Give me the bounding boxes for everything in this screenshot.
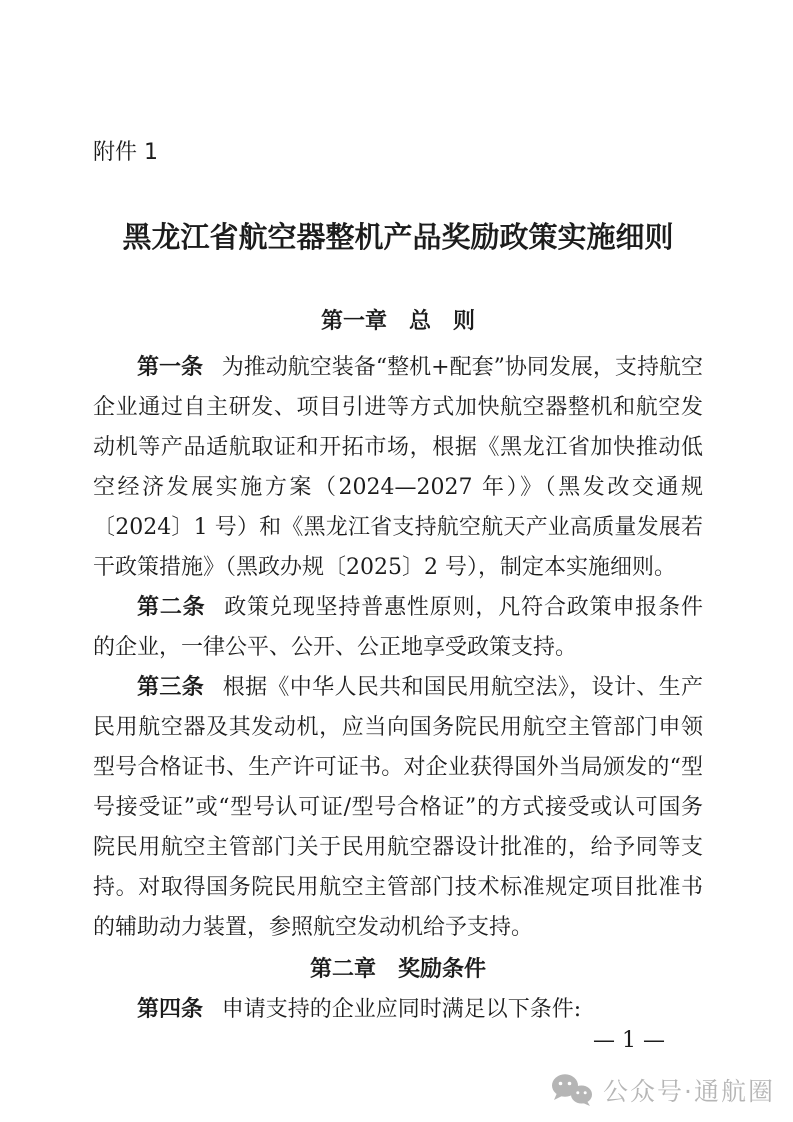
article-paragraph (93, 348, 703, 588)
footer-watermark (550, 1072, 775, 1108)
article-label: 第二条 (137, 595, 206, 620)
chapter-heading: 第一章 总 则 (320, 309, 475, 334)
chapter-heading: 第二章 奖励条件 (309, 957, 486, 982)
page-number: — 1 — (593, 1028, 665, 1053)
article-paragraph (93, 668, 703, 948)
article-label: 第四条 (137, 997, 204, 1022)
article-paragraph (93, 588, 703, 668)
article-text: 根据《中华人民共和国民用航空法》，设计、生产民用航空器及其发动机，应当向国务院民用航空主管部门申领型号合格证书、生产许可证书。对企业获得国外当局颁发的“型号接受证”或“型号认可证/型号合格证”的方式接受或认可国务院民用航空主管部门关于民用航空器设计批准的，给予同等支持。对取得国务院民用航空主管部门技术标准规定项目批准书的辅助动力装置，参照航空发动机给予支持。 (93, 675, 703, 940)
article-text: 申请支持的企业应同时满足以下条件: (221, 997, 582, 1022)
document-content (0, 140, 793, 1030)
attachment-label: 附件 1 (93, 140, 158, 165)
article-text: 政策兑现坚持普惠性原则，凡符合政策申报条件的企业，一律公平、公开、公正地享受政策支持。 (93, 595, 703, 660)
article-text: 为推动航空装备“整机+配套”协同发展，支持航空企业通过自主研发、项目引进等方式加快航空器整机和航空发动机等产品适航取证和开拓市场，根据《黑龙江省加快推动低空经济发展实施方案（2024—2027 年）》（黑发改交通规〔2024〕1 号）和《黑龙江省支持航空航天产业高质量发展若干政策措施》（黑政办规〔2025〕2 号），制定本实施细则。 (93, 355, 703, 580)
article-label: 第三条 (137, 675, 205, 700)
article-paragraph (93, 990, 703, 1030)
document-title: 黑龙江省航空器整机产品奖励政策实施细则 (122, 220, 674, 254)
article-label: 第一条 (137, 355, 204, 380)
watermark-text: 公众号·通航圈 (603, 1077, 775, 1106)
wechat-icon (550, 1072, 594, 1108)
